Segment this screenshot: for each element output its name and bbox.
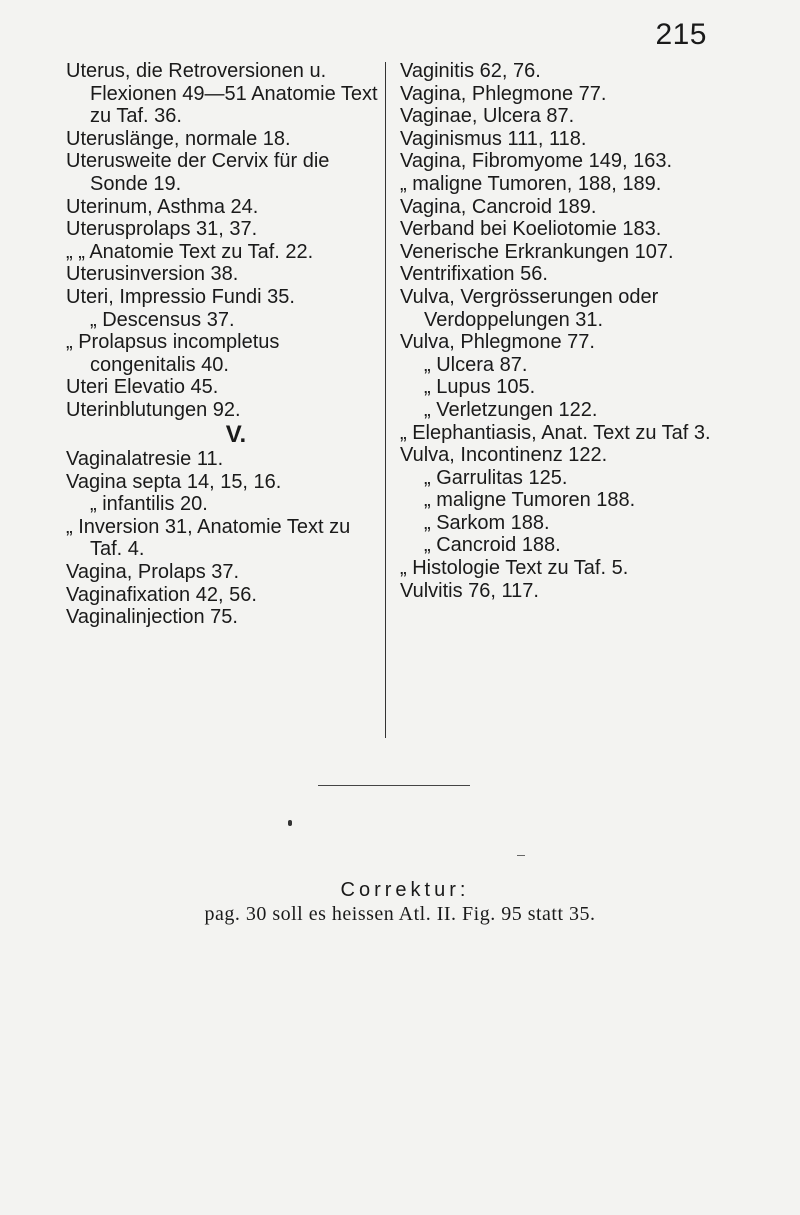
index-entry: Vaginafixation 42, 56.: [66, 583, 257, 606]
index-entry: „ „ Anatomie Text zu Taf. 22.: [66, 240, 314, 263]
index-entry: Vaginae, Ulcera 87.: [400, 105, 575, 128]
index-entry: Uteruslänge, normale 18.: [66, 127, 291, 150]
ink-dot: [288, 820, 292, 826]
index-entry: Ventrifixation 56.: [400, 263, 548, 286]
right-index-column: [400, 60, 720, 602]
left-index-column: [66, 60, 382, 629]
index-entry: Vaginalatresie 11.: [66, 448, 224, 471]
index-entry: Uterusprolaps 31, 37.: [66, 218, 258, 241]
column-divider: [385, 62, 386, 738]
right-entries: [400, 60, 720, 602]
index-entry: Vagina, Fibromyome 149, 163.: [400, 150, 673, 173]
index-entry: „ Inversion 31, Anatomie Text zu Taf. 4.: [66, 515, 351, 561]
index-entry: Uteri, Impressio Fundi 35.: [66, 285, 295, 308]
index-entry: „ Cancroid 188.: [424, 534, 561, 557]
index-entry: Vaginalinjection 75.: [66, 606, 238, 629]
index-entry: Vagina, Prolaps 37.: [66, 561, 240, 584]
index-entry: Vulvitis 76, 117.: [400, 579, 539, 602]
index-entry: Venerische Erkrankungen 107.: [400, 240, 674, 263]
index-entry: „ Lupus 105.: [424, 376, 536, 399]
index-entry: „ maligne Tumoren, 188, 189.: [400, 172, 662, 195]
index-entry: Vulva, Phlegmone 77.: [400, 331, 595, 354]
index-entry: Uterinum, Asthma 24.: [66, 195, 259, 218]
index-entry: „ Ulcera 87.: [424, 353, 528, 376]
section-letter-v: V.: [225, 420, 247, 448]
index-entry: Uterusinversion 38.: [66, 263, 239, 286]
index-entry: „ Sarkom 188.: [424, 511, 550, 534]
index-entry: Uterus, die Retroversionen u. Flexionen 49—51 Anatomie Text zu Taf. 36.: [66, 60, 378, 128]
index-entry: „ Elephantiasis, Anat. Text zu Taf 3.: [400, 421, 711, 444]
index-entry: Uteri Elevatio 45.: [66, 376, 219, 399]
index-entry: Uterinblutungen 92.: [66, 398, 241, 421]
index-entry: Vagina septa 14, 15, 16.: [66, 470, 282, 493]
ink-dash: [517, 855, 525, 856]
page-number: 215: [655, 18, 707, 51]
index-entry: „ infantilis 20.: [90, 493, 208, 516]
index-entry: Vagina, Phlegmone 77.: [400, 82, 607, 105]
index-entry: „ Garrulitas 125.: [424, 466, 568, 489]
index-entry: „ Histologie Text zu Taf. 5.: [400, 557, 629, 580]
index-entry: Vaginitis 62, 76.: [400, 60, 541, 82]
correktur-heading: Correktur:: [340, 879, 470, 901]
index-entry: „ maligne Tumoren 188.: [424, 489, 636, 512]
index-entry: Vulva, Vergrösserungen oder Verdoppelungen 31.: [400, 285, 659, 331]
index-entry: Verband bei Koeliotomie 183.: [400, 218, 662, 241]
index-entry: Vagina, Cancroid 189.: [400, 195, 597, 218]
index-entry: Vulva, Incontinenz 122.: [400, 444, 608, 467]
correktur-note: pag. 30 soll es heissen Atl. II. Fig. 95 statt 35.: [204, 903, 596, 925]
index-entry: „ Prolapsus incompletus congenitalis 40.: [66, 331, 280, 376]
left-entries: [66, 60, 382, 422]
index-entry: Uterusweite der Cervix für die Sonde 19.: [66, 150, 330, 195]
index-entry: „ Verletzungen 122.: [424, 398, 598, 421]
horizontal-rule: [318, 785, 470, 786]
index-entry: Vaginismus 111, 118.: [400, 127, 587, 150]
index-entry: „ Descensus 37.: [90, 308, 235, 331]
left-entries-v: [66, 448, 382, 629]
